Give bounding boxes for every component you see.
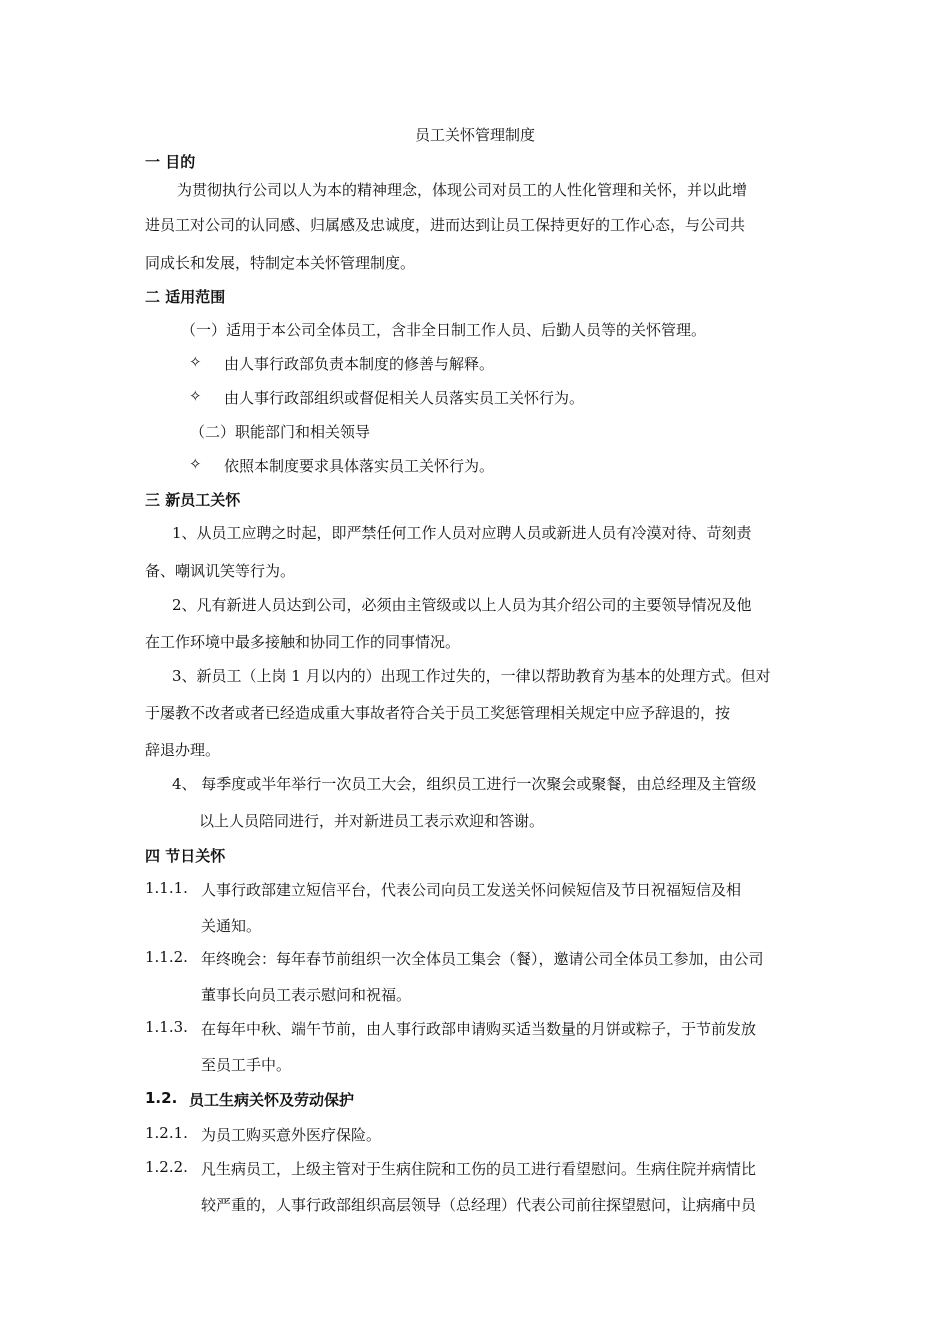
paragraph-line: 1、从员工应聘之时起，即严禁任何工作人员对应聘人员或新进人员有冷漠对待、苛刻责	[172, 524, 752, 542]
diamond-bullet-icon: ✧	[189, 353, 202, 371]
paragraph-line: 辞退办理。	[145, 741, 221, 759]
paragraph-line: 在工作环境中最多接触和协同工作的同事情况。	[145, 633, 461, 651]
clause-number: 1.1.3.	[145, 1018, 188, 1036]
section-heading-new-staff: 三 新员工关怀	[145, 491, 241, 509]
paragraph-line: 4、 每季度或半年举行一次员工大会，组织员工进行一次聚会或聚餐，由总经理及主管级	[172, 775, 757, 793]
paragraph-line: 备、嘲讽讥笑等行为。	[145, 562, 296, 580]
bullet-item: 由人事行政部组织或督促相关人员落实员工关怀行为。	[224, 389, 585, 407]
subsection-heading-sick-care: 员工生病关怀及劳动保护	[189, 1091, 355, 1109]
diamond-bullet-icon: ✧	[189, 387, 202, 405]
clause-number: 1.2.2.	[145, 1158, 188, 1176]
clause-text: 凡生病员工，上级主管对于生病住院和工伤的员工进行看望慰问。生病住院并病情比	[201, 1160, 757, 1178]
clause-text: 较严重的，人事行政部组织高层领导（总经理）代表公司前往探望慰问，让病痛中员	[201, 1196, 757, 1214]
clause-text: 董事长向员工表示慰问和祝福。	[201, 986, 412, 1004]
clause-number: 1.2.1.	[145, 1124, 188, 1142]
paragraph-line: （一）适用于本公司全体员工，含非全日制工作人员、后勤人员等的关怀管理。	[181, 321, 707, 339]
clause-number: 1.1.1.	[145, 879, 188, 897]
paragraph-line: 以上人员陪同进行，并对新进员工表示欢迎和答谢。	[199, 812, 545, 830]
clause-text: 在每年中秋、端午节前，由人事行政部申请购买适当数量的月饼或粽子，于节前发放	[201, 1020, 757, 1038]
page-title: 员工关怀管理制度	[414, 126, 535, 144]
paragraph-line: 于屡教不改者或者已经造成重大事故者符合关于员工奖惩管理相关规定中应予辞退的，按	[145, 704, 731, 722]
clause-number: 1.1.2.	[145, 948, 188, 966]
paragraph-line: 进员工对公司的认同感、归属感及忠诚度，进而达到让员工保持更好的工作心态，与公司共	[145, 216, 746, 234]
section-heading-scope: 二 适用范围	[145, 288, 226, 306]
paragraph-line: （二）职能部门和相关领导	[190, 423, 371, 441]
clause-text: 关通知。	[201, 917, 262, 935]
bullet-item: 由人事行政部负责本制度的修善与解释。	[224, 355, 495, 373]
section-heading-holiday: 四 节日关怀	[145, 847, 226, 865]
paragraph-line: 为贯彻执行公司以人为本的精神理念，体现公司对员工的人性化管理和关怀，并以此增	[177, 181, 748, 199]
paragraph-line: 3、新员工（上岗 1 月以内的）出现工作过失的，一律以帮助教育为基本的处理方式。但对	[172, 667, 771, 685]
bullet-item: 依照本制度要求具体落实员工关怀行为。	[224, 457, 495, 475]
clause-text: 至员工手中。	[201, 1056, 292, 1074]
subsection-number: 1.2.	[145, 1089, 178, 1107]
paragraph-line: 同成长和发展，特制定本关怀管理制度。	[145, 254, 416, 272]
clause-text: 年终晚会：每年春节前组织一次全体员工集会（餐），邀请公司全体员工参加，由公司	[201, 950, 764, 968]
diamond-bullet-icon: ✧	[189, 455, 202, 473]
clause-text: 人事行政部建立短信平台，代表公司向员工发送关怀问候短信及节日祝福短信及相	[201, 881, 742, 899]
paragraph-line: 2、凡有新进人员达到公司，必须由主管级或以上人员为其介绍公司的主要领导情况及他	[172, 596, 752, 614]
clause-text: 为员工购买意外医疗保险。	[201, 1126, 382, 1144]
section-heading-purpose: 一 目的	[145, 153, 196, 171]
